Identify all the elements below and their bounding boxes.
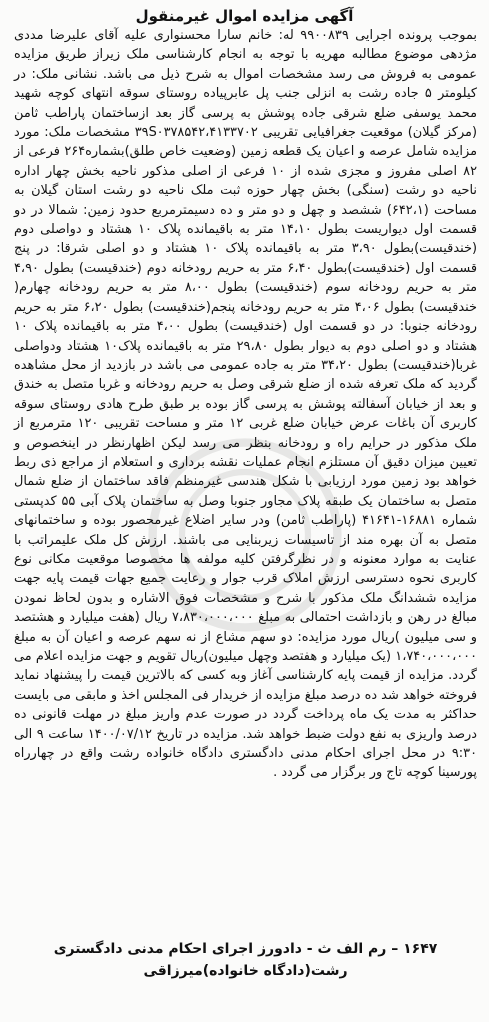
notice-footer-signature: ۱۶۴۷ – رم الف ث - دادورز اجرای احکام مدنی دادگستری رشت(دادگاه خانواده)میرزاقی <box>53 941 438 979</box>
notice-body-text: بموجب پرونده اجرایی ۹۹۰۰۸۳۹ له: خانم سارا محسنواری علیه آقای علیرضا مددی مژدهی موضوع مطالبه مهریه با توجه به انجام کارشناسی ملک زیراز طریق مزایده عمومی به فروش می رسد مشخصات اموال به شرح ذیل می باشد. نشانی ملک: در کیلومتر ۵ جاده رشت به انزلی جنب پل عابرپیاده روستای سوقه انتهای کوچه شهید محمد یوسفی ضلع شرقی جاده پوشش به پرسی گاز بعد ازساختمان پاراطب ثامن (مرکز گیلان) موقعیت جغرافیایی تقریبی ۳۹S۰۳۷۸۵۴۲،۴۱۳۳۷۰۲ مشخصات ملک: مورد مزایده شامل عرصه و اعیان یک قطعه زمین (وضعیت خاص طلق)بشماره۲۶۴ فرعی از ۸۲ اصلی مفروز و مجزی شده از ۱۰ فرعی از اصلی مذکور ناحیه بخش چهار اداره ناحیه دو رشت (سنگی) بخش چهار حوزه ثبت ملک ناحیه دو رشت استان گیلان به مساحت (۶۴۲،۱) ششصد و چهل و دو متر و ده دسیمترمربع حدود زمین: شمالا در دو قسمت اول دیواریست بطول ۱۴،۱۰ متر به باقیمانده پلاک ۱۰ هشتاد و دواصلی دوم (خندقیست)بطول ۳،۹۰ متر به باقیمانده پلاک ۱۰ هشتاد و دو اصلی شرقا: در پنج قسمت اول (خندقیست)بطول ۶،۴۰ متر به حریم رودخانه دوم (خندقیست) بطول ۴،۹۰ متر به حریم رودخانه سوم (خندقیست) بطول ۸،۰۰ متر به حریم رودخانه چهارم( خندقیست) بطول ۴،۰۶ متر به حریم رودخانه پنجم(خندقیست) بطول ۶،۲۰ متر به حریم رودخانه جنوبا: در دو قسمت اول (خندقیست) بطول ۴،۰۰ متر به باقیمانده پلاک ۱۰ هشتاد و دو اصلی دوم به دیوار بطول ۲۹،۸۰ متر به باقیمانده پلاک۱۰ هشتاد ودواصلی غربا(خندقیست) بطول ۳۴،۲۰ متر به جاده عمومی می باشد در بازدید از محل مشاهده گردید که ملک تعرفه شده از ضلع شرقی وصل به حریم رودخانه و غربا متصل به خندق و بعد از خیابان آسفالته پوشش به پرسی گاز بوده بر طبق طرح هادی روستای سوقه کاربری آن باغات عرض خیابان ضلع غربی ۱۲ متر و مساحت تقریبی ۱۲۰ مترمربع از ملک مذکور در حرایم راه و رودخانه بنظر می رسد لیکن اظهارنظر در اینخصوص و تعیین میزان دقیق آن مستلزم انجام عملیات نقشه برداری و استعلام از مراجع ذی ربط خواهد بود زمین مورد ارزیابی با شکل هندسی غیرمنظم فاقد ساختمان از ضلع شمال متصل به ساختمان یک طبقه پلاک مجاور جنوبا وصل به ساختمان پلاک آبی ۵۵ کدپستی شماره ۱۶۸۸۱-۴۱۶۴۱ (پاراطب ثامن) ودر سایر اضلاع غیرمحصور بوده و ساختمانهای متصل به آن بهره مند از تاسیسات زیربنایی می باشند. ارزش کل ملک علیمراتب با عنایت به موارد معنونه و در نظرگرفتن کلیه مولفه ها مخصوصا موقعیت مکانی نوع کاربری نحوه دسترسی ارزش املاک قرب جوار و رعایت جمیع جهات قیمت پایه جهت مزایده ششدانگ ملک مذکور با شرح و مشخصات فوق الاشاره و بدون لحاظ نمودن مبالغ در رهن و بازداشت احتمالی به مبلغ ۷،۸۳۰،۰۰۰،۰۰۰ ریال (هفت میلیارد و هشتصد و سی میلیون )ریال مورد مزایده: دو سهم مشاع از نه سهم عرصه و اعیان آن به مبلغ ۱،۷۴۰،۰۰۰،۰۰۰ (یک میلیارد و هفتصد وچهل میلیون)ریال تقویم و جهت مزایده اعلام می گردد. مزایده از قیمت پایه کارشناسی آغاز وبه کسی که بالاترین قیمت را پیشنهاد نماید فروخته خواهد شد ده درصد مبلغ مزایده از خریدار فی المجلس اخذ و مابقی می بایست حداکثر به مدت یک ماه پرداخت گردد در صورت عدم واریز مبلغ در مهلت قانونی ده درصد واریزی به نفع دولت ضبط خواهد شد. مزایده در تاریخ ۱۴۰۰/۰۷/۱۲ ساعت ۹ الی ۹:۳۰ در محل اجرای احکام مدنی دادگستری دادگاه خانواده رشت واقع در چهارراه پورسینا کوچه تاج ور برگزار می گردد . <box>14 28 478 781</box>
notice-title: آگهی مزایده اموال غیرمنقول <box>135 7 354 25</box>
